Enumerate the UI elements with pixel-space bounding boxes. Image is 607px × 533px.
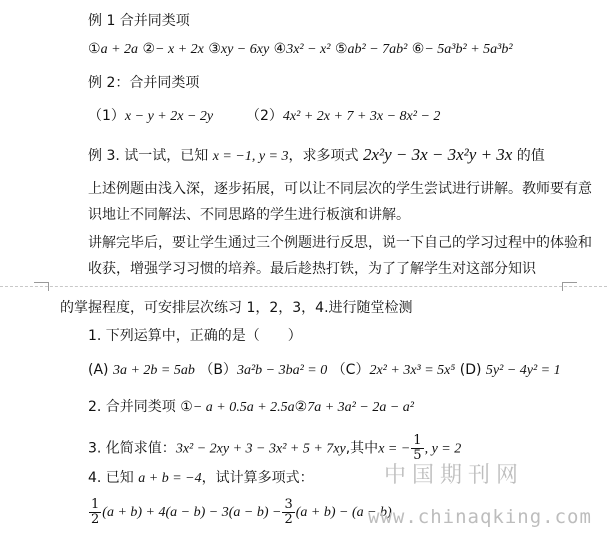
example1-item-6-mark: ⑥ [411, 41, 425, 57]
example2-item-1-expr: x − y + 2x − 2y [124, 109, 214, 124]
q3-fraction-den: 5 [413, 448, 422, 463]
q1-option-d-expr: 5y² − 4y² = 1 [485, 363, 561, 378]
example2-item-2-expr: 4x² + 2x + 7 + 3x − 8x² − 2 [282, 109, 441, 124]
paragraph-3: 的掌握程度，可安排层次练习 1，2，3，4.进行随堂检测 [60, 300, 413, 316]
q3-middle: ,其中 [345, 440, 379, 457]
page-corner-mark-right [562, 282, 577, 291]
q1-option-b-label: （B） [199, 362, 237, 378]
q4-condition: a + b = −4 [138, 471, 202, 486]
example1-item-1-mark: ① [88, 41, 101, 57]
example1-item-2-expr: − x + 2x [155, 42, 204, 57]
example1-item-4-expr: 3x² − x² [286, 42, 331, 57]
q3-expr: 3x² − 2xy + 3 − 3x² + 5 + 7xy [175, 441, 346, 457]
example2-title: 例 2：合并同类项 [88, 75, 200, 91]
q4-expr-mid: (a + b) + 4(a − b) − 3(a − b) − [102, 505, 282, 520]
q4-half-fraction [89, 498, 101, 527]
example1-item-5-expr: ab² − 7ab² [347, 42, 408, 57]
q4-half-den: 2 [91, 511, 100, 527]
q4-half-num: 1 [91, 496, 100, 512]
example2-item-2 [246, 107, 440, 126]
question-2 [88, 398, 414, 417]
example1-item-3-expr: xy − 6xy [220, 42, 270, 57]
question-1-text: 1. 下列运算中，正确的是（ ） [88, 328, 302, 344]
q4-three-half-fraction [282, 498, 294, 527]
q2-item-1-expr: − a + 0.5a + 2.5a [192, 400, 295, 415]
q1-option-a-expr: 3a + 2b = 5ab [112, 363, 195, 378]
q2-item-1-mark: ① [180, 399, 193, 415]
q1-option-b-expr: 3a²b − 3ba² = 0 [236, 363, 328, 378]
q2-item-2-mark: ② [294, 399, 308, 415]
example3-middle: ，求多项式 [288, 148, 359, 164]
question-2-text: 2. 合并同类项 [88, 399, 176, 415]
example1-item-4-mark: ④ [273, 41, 287, 57]
example3 [88, 146, 545, 166]
example3-condition: x = −1, y = 3 [212, 149, 289, 164]
example3-expr: 2x²y − 3x − 3x²y + 3x [362, 145, 513, 164]
q1-option-d-label: (D) [459, 362, 482, 378]
example2-item-1 [88, 107, 213, 126]
example1-item-6-expr: − 5a³b² + 5a³b² [424, 42, 513, 57]
paragraph-2: 讲解完毕后，要让学生通过三个例题进行反思，说一下自己的学习过程中的体验和收获，增强学习习惯的培养。最后趁热打铁，为了了解学生对这部分知识 [88, 235, 592, 277]
example1-title: 例 1 合并同类项 [88, 13, 190, 29]
question-4 [88, 469, 314, 488]
q1-option-a-label: (A) [88, 362, 109, 378]
q2-item-2-expr: 7a + 3a² − 2a − a² [307, 400, 414, 415]
page-corner-mark-left [34, 282, 49, 291]
example1-item-5-mark: ⑤ [334, 41, 348, 57]
q4-three-half-num: 3 [284, 496, 293, 512]
question-4-expression [88, 497, 392, 528]
q4-middle: ，试计算多项式： [201, 470, 314, 486]
watermark-url: www.chinaqking.com [368, 506, 592, 528]
example1-item-3-mark: ③ [208, 41, 221, 57]
q3-fraction-num: 1 [413, 433, 422, 448]
q4-expr-end: (a + b) − (a − b) [295, 505, 392, 520]
q1-option-c-label: （C） [331, 362, 370, 378]
question-4-text: 4. 已知 [88, 470, 134, 486]
page-break-divider [0, 286, 607, 287]
paragraph-1: 上述例题由浅入深，逐步拓展，可以让不同层次的学生尝试进行讲解。教师要有意识地让不同解法、不同思路的学生进行板演和讲解。 [88, 181, 592, 223]
question-1-options [88, 361, 561, 380]
example1-items [88, 40, 513, 59]
example2-item-2-mark: （2） [246, 108, 283, 124]
example3-prefix: 例 3. 试一试，已知 [88, 148, 209, 164]
question-3-text: 3. 化简求值： [88, 440, 176, 457]
q4-three-half-den: 2 [284, 511, 293, 527]
example1-item-1-expr: a + 2a [100, 42, 139, 57]
q3-cond-x-prefix: x = − [378, 441, 411, 457]
q1-option-c-expr: 2x² + 3x³ = 5x⁵ [369, 363, 456, 378]
watermark-name: 中国期刊网 [384, 463, 525, 488]
example1-item-2-mark: ② [142, 41, 156, 57]
example3-suffix: 的值 [516, 148, 545, 164]
q3-cond-y: , y = 2 [424, 441, 462, 457]
example2-item-1-mark: （1） [88, 108, 125, 124]
